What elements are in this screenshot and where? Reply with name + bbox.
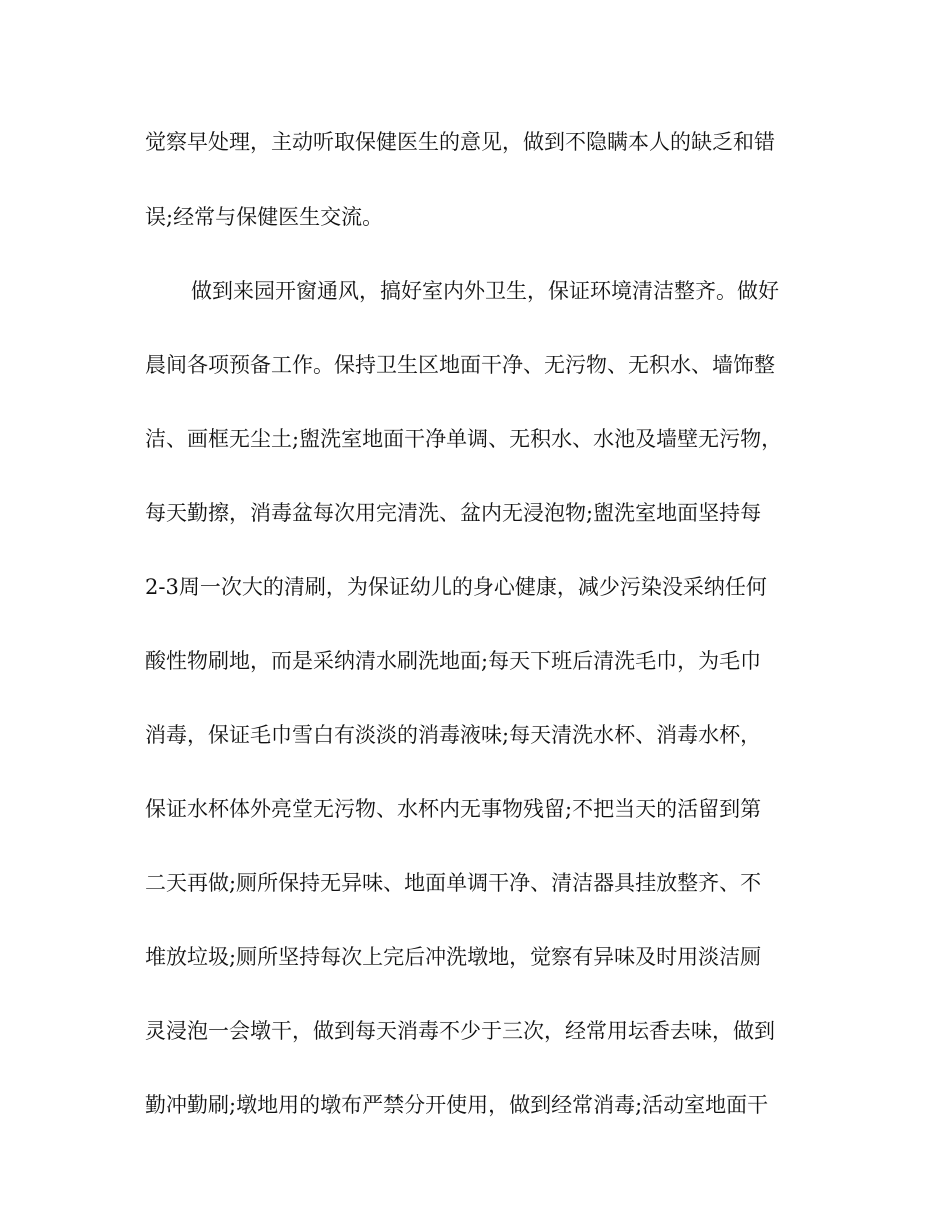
text-line: 每天勤擦，消毒盆每次用完清洗、盆内无浸泡物;盥洗室地面坚持每 xyxy=(145,501,762,525)
text-line: 觉察早处理，主动听取保健医生的意见，做到不隐瞒本人的缺乏和错 xyxy=(145,130,775,154)
text-line: 保证水杯体外亮堂无污物、水杯内无事物残留;不把当天的活留到第 xyxy=(145,797,762,821)
text-line: 消毒，保证毛巾雪白有淡淡的消毒液味;每天清洗水杯、消毒水杯， xyxy=(145,723,762,747)
text-line: 晨间各项预备工作。保持卫生区地面干净、无污物、无积水、墙饰整 xyxy=(145,353,775,377)
text-line: 2-3周一次大的清刷，为保证幼儿的身心健康，减少污染没采纳任何 xyxy=(145,575,767,599)
text-line: 洁、画框无尘土;盥洗室地面干净单调、无积水、水池及墙壁无污物， xyxy=(145,427,783,451)
text-line: 酸性物刷地，而是采纳清水刷洗地面;每天下班后清洗毛巾，为毛巾 xyxy=(145,649,762,673)
paragraph-first-line: 做到来园开窗通风，搞好室内外卫生，保证环境清洁整齐。做好 xyxy=(191,279,779,303)
text-line: 堆放垃圾;厕所坚持每次上完后冲洗墩地，觉察有异味及时用淡洁厕 xyxy=(145,945,762,969)
text-line: 勤冲勤刷;墩地用的墩布严禁分开使用，做到经常消毒;活动室地面干 xyxy=(145,1093,769,1117)
text-line: 灵浸泡一会墩干，做到每天消毒不少于三次，经常用坛香去味，做到 xyxy=(145,1019,775,1043)
text-line: 二天再做;厕所保持无异味、地面单调干净、清洁器具挂放整齐、不 xyxy=(145,871,762,895)
text-line: 误;经常与保健医生交流。 xyxy=(145,205,384,229)
